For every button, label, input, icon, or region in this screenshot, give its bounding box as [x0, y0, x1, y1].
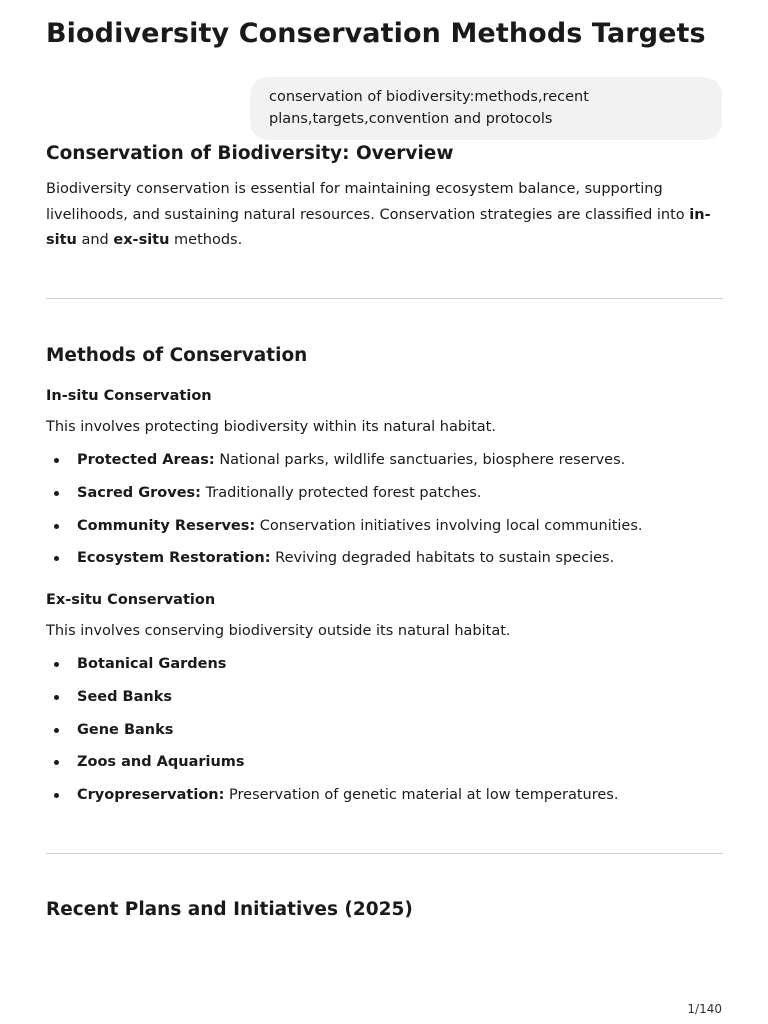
overview-text-1: Biodiversity conservation is essential for maintaining ecosystem balance, supporting livelihoods, and sustaining natural resources. Conservation strategies are classified into [46, 181, 690, 223]
exsitu-intro-block [46, 619, 723, 645]
recent-section [46, 899, 723, 920]
exsitu-heading: Ex-situ Conservation [46, 592, 216, 608]
insitu-intro: This involves protecting biodiversity within its natural habitat. [46, 419, 496, 435]
exsitu-heading-block [46, 592, 723, 608]
list-item-term: Ecosystem Restoration: [77, 550, 271, 567]
list-item [46, 685, 723, 718]
overview-text-3: methods. [169, 232, 243, 248]
exsitu-list [46, 652, 723, 816]
list-item-term: Cryopreservation: [77, 787, 225, 804]
overview-heading: Conservation of Biodiversity: Overview [46, 143, 454, 164]
recent-heading: Recent Plans and Initiatives (2025) [46, 899, 413, 920]
methods-heading: Methods of Conservation [46, 345, 308, 366]
list-item-desc: National parks, wildlife sanctuaries, biosphere reserves. [214, 452, 626, 468]
user-prompt-bubble: conservation of biodiversity:methods,recent plans,targets,convention and protocols [250, 77, 722, 140]
insitu-list [46, 448, 723, 579]
list-item-term: Sacred Groves: [77, 484, 201, 501]
list-item [46, 718, 723, 751]
bullet-icon [54, 458, 59, 463]
exsitu-list-block [46, 652, 723, 816]
list-item-term: Botanical Gardens [77, 656, 227, 672]
exsitu-intro: This involves conserving biodiversity outside its natural habitat. [46, 623, 511, 639]
list-item-desc: Conservation initiatives involving local communities. [255, 517, 643, 534]
list-item-desc: Reviving degraded habitats to sustain species. [270, 550, 615, 567]
list-item [46, 481, 723, 514]
list-item-desc: Traditionally protected forest patches. [200, 484, 482, 501]
list-item-term: Gene Banks [77, 721, 174, 738]
insitu-list-block [46, 448, 723, 579]
list-item-term: Community Reserves: [77, 517, 256, 534]
bullet-icon [54, 760, 59, 765]
list-item [46, 514, 723, 547]
section-divider [46, 298, 723, 299]
bullet-icon [54, 524, 59, 529]
bullet-icon [54, 556, 59, 561]
bullet-icon [54, 728, 59, 733]
overview-section [46, 143, 723, 164]
list-item [46, 783, 723, 816]
list-item [46, 546, 723, 579]
section-divider [46, 853, 723, 854]
overview-text-2: and [76, 232, 114, 248]
list-item-desc: Preservation of genetic material at low temperatures. [224, 787, 619, 804]
bullet-icon [54, 695, 59, 700]
methods-section [46, 345, 723, 366]
list-item-term: Zoos and Aquariums [77, 754, 245, 771]
list-item [46, 652, 723, 685]
bullet-icon [54, 491, 59, 496]
list-item [46, 448, 723, 481]
list-item-term: Protected Areas: [77, 452, 215, 468]
insitu-intro-block [46, 415, 723, 441]
page-number: 1/140 [687, 1002, 722, 1016]
overview-bold-insitu: in-situ [46, 206, 711, 248]
document-title: Biodiversity Conservation Methods Targets [46, 18, 706, 49]
bullet-icon [54, 793, 59, 798]
list-item-term: Seed Banks [77, 688, 172, 705]
list-item [46, 750, 723, 783]
overview-bold-exsitu: ex-situ [113, 232, 170, 248]
bullet-icon [54, 662, 59, 667]
overview-paragraph [46, 177, 723, 254]
insitu-heading: In-situ Conservation [46, 388, 212, 404]
insitu-heading-block [46, 388, 723, 404]
